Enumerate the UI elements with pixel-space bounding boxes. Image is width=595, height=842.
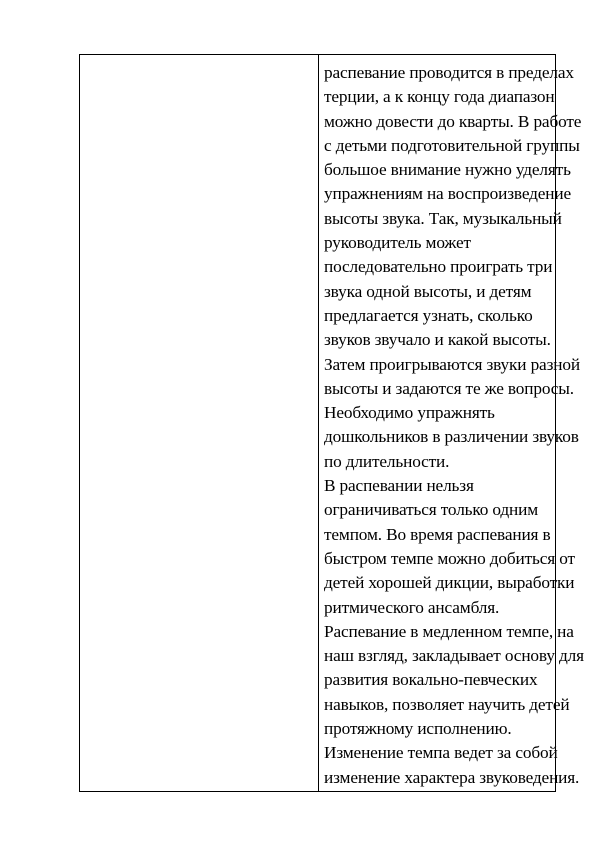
text-line: распевание проводится в пределах	[324, 63, 574, 82]
text-line: Распевание в медленном темпе, на	[324, 621, 574, 641]
text-line: высоты и задаются те же вопросы.	[324, 378, 574, 398]
text-line: навыков, позволяет научить детей	[324, 694, 570, 714]
table-cell-left	[80, 55, 318, 791]
text-line: протяжному исполнению.	[324, 719, 512, 739]
text-line: с детьми подготовительной группы	[324, 135, 580, 155]
column-divider	[318, 55, 319, 791]
text-line: звука одной высоты, и детям	[324, 281, 532, 301]
table-cell-right	[324, 61, 584, 790]
text-line: Изменение темпа ведет за собой	[324, 743, 558, 763]
text-line: можно довести до кварты. В работе	[324, 111, 582, 131]
text-line: высоты звука. Так, музыкальный	[324, 208, 562, 228]
text-line: последовательно проиграть три	[324, 257, 553, 277]
text-line: изменение характера звуковедения.	[324, 767, 580, 787]
text-line: наш взгляд, закладывает основу для	[324, 646, 584, 666]
text-line: детей хорошей дикции, выработки	[324, 573, 575, 593]
text-line: звуков звучало и какой высоты.	[324, 330, 551, 350]
text-line: большое внимание нужно уделять	[324, 160, 571, 180]
content-table	[79, 54, 584, 792]
text-line: предлагается узнать, сколько	[324, 305, 533, 325]
text-line: быстром темпе можно добиться от	[324, 548, 575, 568]
text-line: по длительности.	[324, 451, 450, 471]
text-line: ритмического ансамбля.	[324, 597, 500, 617]
text-line: руководитель может	[324, 233, 471, 253]
text-line: Затем проигрываются звуки разной	[324, 354, 580, 374]
text-line: ограничиваться только одним	[324, 500, 539, 520]
text-line: терции, а к концу года диапазон	[324, 87, 555, 107]
text-line: дошкольников в различении звуков	[324, 427, 579, 447]
text-line: упражнениям на воспроизведение	[324, 184, 572, 204]
text-line: В распевании нельзя	[324, 476, 474, 496]
text-line: темпом. Во время распевания в	[324, 524, 551, 544]
text-line: развития вокально-певческих	[324, 670, 538, 690]
text-line: Необходимо упражнять	[324, 403, 495, 423]
